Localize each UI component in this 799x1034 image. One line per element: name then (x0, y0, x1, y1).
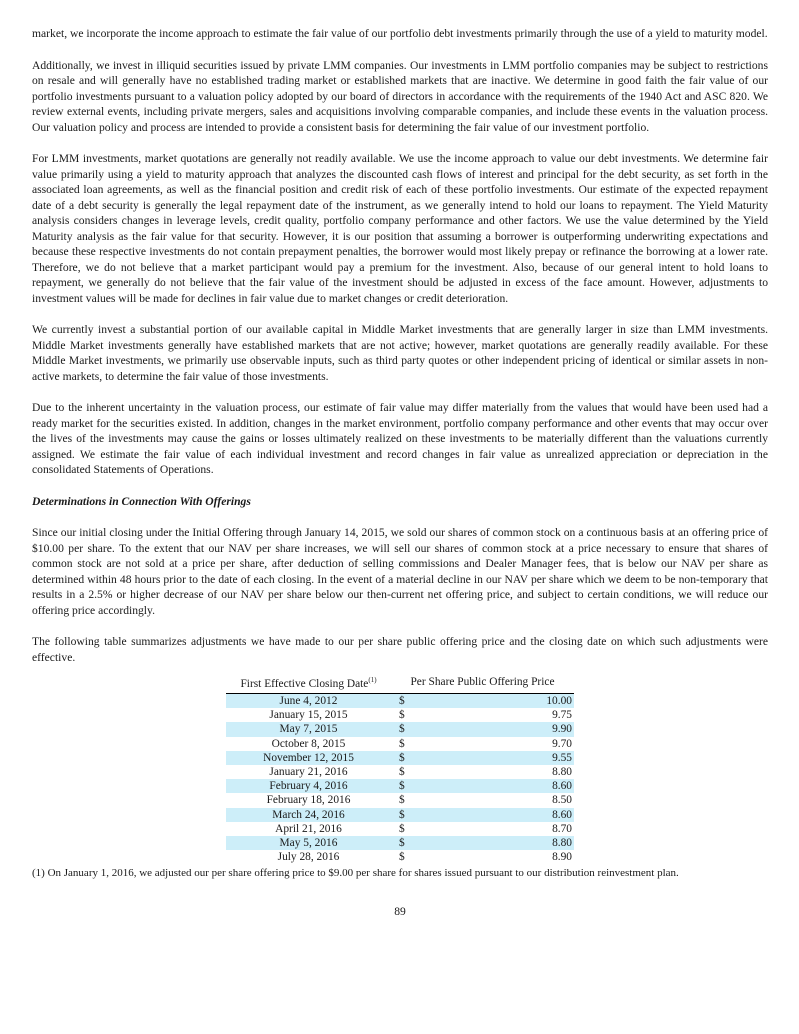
paragraph: market, we incorporate the income approach to estimate the fair value of our portfolio debt investments primarily through the use of a yield to maturity model. (32, 27, 768, 40)
section-heading: Determinations in Connection With Offerings (32, 494, 251, 508)
table-row (226, 808, 574, 822)
table-row (226, 793, 574, 807)
table-header-row (226, 673, 574, 694)
closing-date: May 7, 2015 (226, 722, 391, 736)
closing-date: March 24, 2016 (226, 808, 391, 822)
currency-symbol: $ (399, 794, 405, 807)
paragraph: For LMM investments, market quotations are generally not readily available. We use the income approach to value our debt investments. We determine fair value primarily using a yield to maturity approach that analyzes the discounted cash flows of interest and principal for the debt security, as set forth in the associated loan agreements, as well as the financial position and credit risk of each of these portfolio investments. Our estimate of the expected repayment date of a debt security is generally the legal repayment date of the instrument, as we generally intend to hold our loans to repayment. The Yield Maturity analysis considers changes in leverage levels, credit quality, portfolio company performance and other factors. We use the value determined by the Yield Maturity analysis as the fair value for that security. However, it is our position that assuming a borrower is outperforming underwriting expectations and because these respective investments do not contain prepayment penalties, the borrower would most likely prepay or refinance the borrowing at a lower rate. Therefore, we do not believe that a market participant would pay a premium for the investment. Also, because of our general intent to hold loans to repayment, we generally do not believe that the fair value of the investment should be adjusted in excess of the face amount. However, adjustments to investment values will be made for declines in fair value due to market changes or credit deterioration. (32, 152, 768, 305)
currency-symbol: $ (399, 709, 405, 722)
offering-price: 8.60 (419, 779, 574, 793)
closing-date: April 21, 2016 (275, 822, 342, 835)
offering-price: 8.70 (552, 822, 572, 835)
footnote: (1) On January 1, 2016, we adjusted our per share offering price to $9.00 per share for shares issued pursuant to our distribution reinvestment plan. (32, 867, 679, 880)
closing-date: February 18, 2016 (266, 794, 351, 807)
offering-price: 9.75 (552, 709, 572, 722)
offering-price: 8.60 (419, 808, 574, 822)
offering-price: 9.70 (552, 737, 572, 750)
offering-price: 8.80 (552, 766, 572, 779)
table-row (226, 694, 574, 709)
offering-price-table (226, 673, 574, 864)
paragraph: Since our initial closing under the Initial Offering through January 14, 2015, we sold our shares of common stock on a continuous basis at an offering price of $10.00 per share. To the extent that our NAV per share increases, we will sell our shares of common stock at a price necessary to ensure that shares of common stock are not sold at a price per share, after deduction of selling commissions and Dealer Manager fees, that is below our NAV per share as determined within 48 hours prior to the date of each closing. In the event of a material decline in our NAV per share which we deem to be non-temporary that results in a 2.5% or higher decrease of our NAV per share below our then-current net offering price, and subject to certain conditions, we will reduce our offering price accordingly. (32, 526, 768, 617)
closing-date: October 8, 2015 (271, 737, 346, 750)
table-row (226, 751, 574, 765)
document-page (32, 26, 768, 919)
currency-symbol: $ (399, 766, 405, 779)
currency-symbol: $ (399, 822, 405, 835)
page-number: 89 (394, 904, 406, 918)
table-row (226, 737, 574, 751)
currency-symbol: $ (391, 836, 419, 850)
closing-date: February 4, 2016 (226, 779, 391, 793)
table-row (226, 708, 574, 722)
offering-price: 8.80 (419, 836, 574, 850)
closing-date: July 28, 2016 (277, 851, 340, 864)
offering-price: 9.55 (419, 751, 574, 765)
col-header-date: First Effective Closing Date$^{(1)}$ (226, 673, 391, 694)
closing-date: May 5, 2016 (226, 836, 391, 850)
closing-date: June 4, 2012 (226, 694, 391, 709)
table-row (226, 850, 574, 864)
closing-date: November 12, 2015 (226, 751, 391, 765)
paragraph: We currently invest a substantial portion of our available capital in Middle Market investments that are generally larger in size than LMM investments. Middle Market investments generally have established markets that are not active; however, market quotations are generally readily available. For these Middle Market investments, we primarily use observable inputs, such as third party quotes or other independent pricing of identical or similar assets in non-active markets, to determine the fair value of those investments. (32, 323, 768, 383)
currency-symbol: $ (391, 694, 419, 709)
currency-symbol: $ (391, 808, 419, 822)
currency-symbol: $ (399, 737, 405, 750)
table-row (226, 722, 574, 736)
offering-price: 8.50 (552, 794, 572, 807)
table-row (226, 836, 574, 850)
paragraph: Additionally, we invest in illiquid securities issued by private LMM companies. Our investments in LMM portfolio companies may be subject to restrictions on resale and will generally have no established trading market or established markets that are inactive. We determine in good faith the fair value of our portfolio investments pursuant to a valuation policy adopted by our board of directors in accordance with the requirements of the 1940 Act and ASC 820. We review external events, including private mergers, sales and acquisitions involving comparable companies, and include these events in the valuation process. Our valuation policy and process are intended to provide a consistent basis for determining the fair value of our investment portfolio. (32, 58, 768, 134)
offering-price: 10.00 (419, 694, 574, 709)
paragraph: Due to the inherent uncertainty in the valuation process, our estimate of fair value may differ materially from the values that would have been used had a ready market for the securities existed. In addition, changes in the market environment, portfolio company performance and other events that may occur over the lives of the investments may cause the gains or losses ultimately realized on these investments to be materially different than the valuations currently assigned. We estimate the fair value of each individual investment and record changes in fair value as unrealized appreciation or depreciation in the consolidated Statements of Operations. (32, 401, 768, 476)
table-row (226, 822, 574, 836)
offering-price: 9.90 (419, 722, 574, 736)
currency-symbol: $ (399, 851, 405, 864)
col-header-price: Per Share Public Offering Price (391, 673, 574, 694)
closing-date: January 21, 2016 (269, 766, 348, 779)
currency-symbol: $ (391, 722, 419, 736)
table-row (226, 779, 574, 793)
paragraph: The following table summarizes adjustments we have made to our per share public offering price and the closing date on which such adjustments were effective. (32, 635, 768, 664)
offering-price: 8.90 (552, 851, 572, 864)
table-row (226, 765, 574, 779)
currency-symbol: $ (391, 779, 419, 793)
closing-date: January 15, 2015 (269, 709, 348, 722)
currency-symbol: $ (391, 751, 419, 765)
